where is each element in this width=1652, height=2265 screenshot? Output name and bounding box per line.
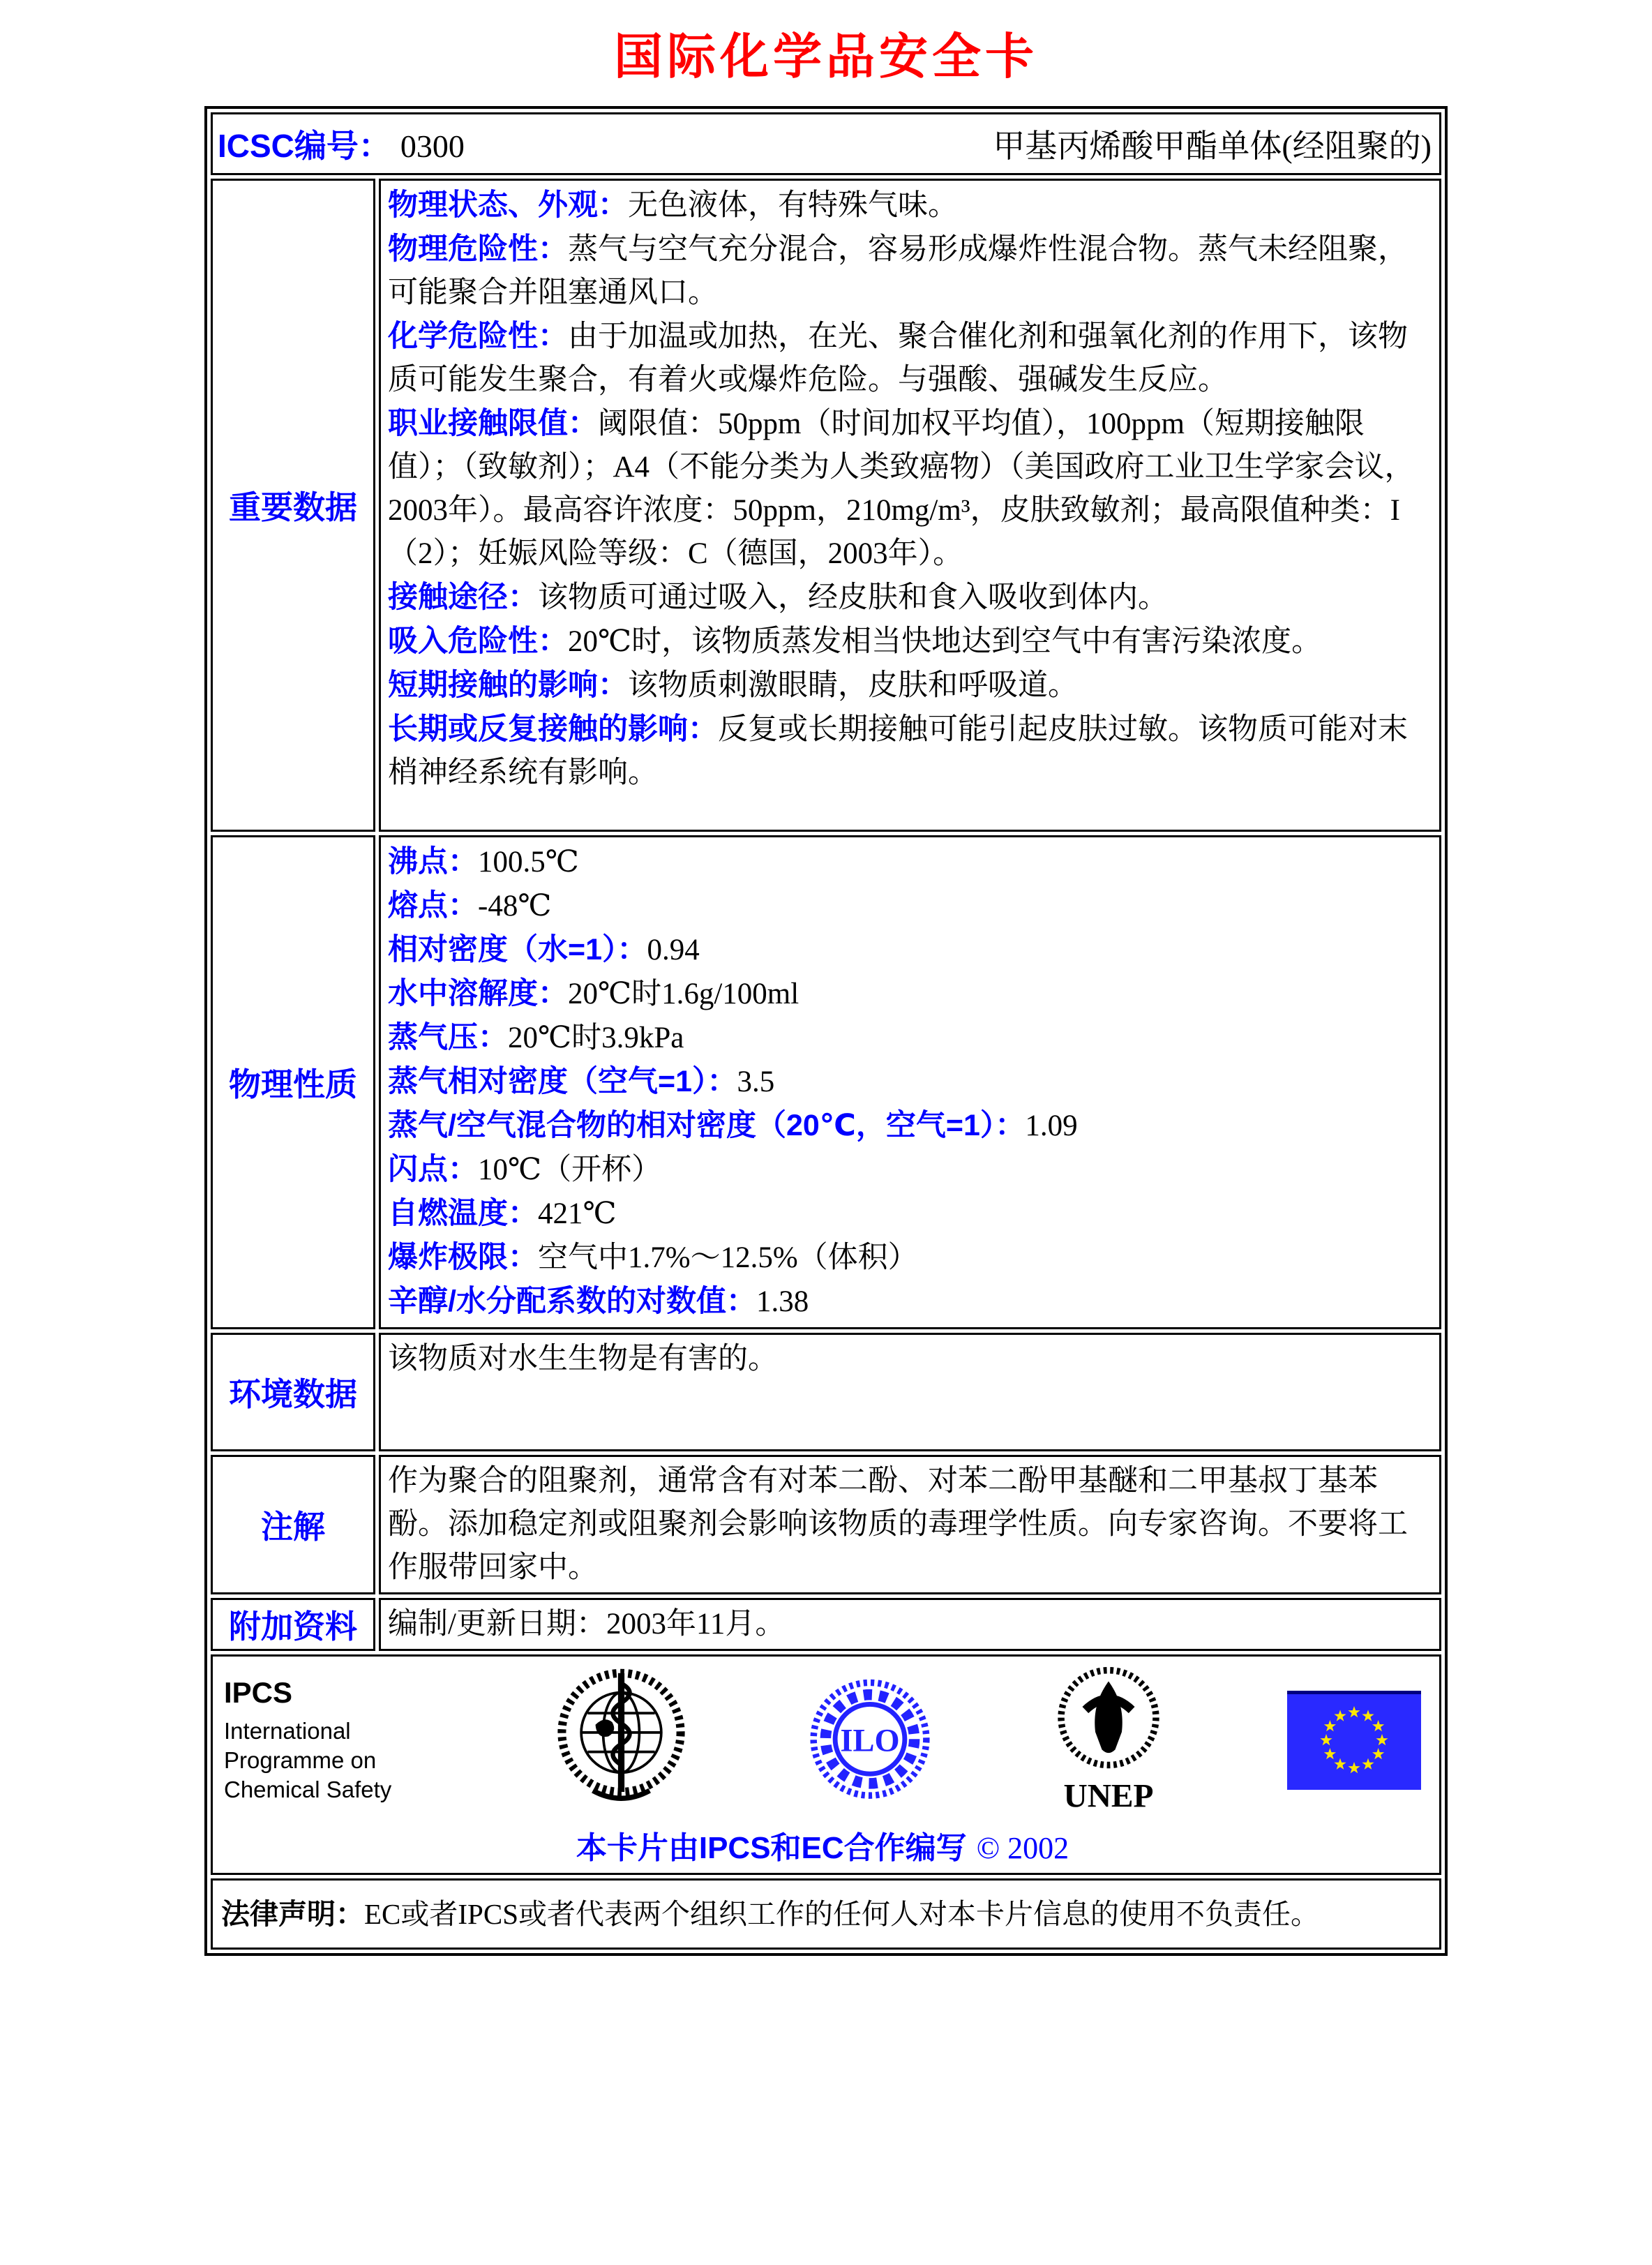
item-text: 空气中1.7%～12.5%（体积） bbox=[538, 1241, 918, 1274]
legal-notice-text: EC或者IPCS或者代表两个组织工作的任何人对本卡片信息的使用不负责任。 bbox=[364, 1898, 1319, 1930]
ipcs-line: Chemical Safety bbox=[224, 1777, 392, 1802]
additional-info-text: 编制/更新日期：2003年11月。 bbox=[388, 1608, 786, 1640]
who-logo-icon bbox=[557, 1668, 686, 1813]
property-row-vapor-density bbox=[388, 1060, 1431, 1104]
item-label: 蒸气压： bbox=[388, 1021, 508, 1054]
section-label-physical-properties: 物理性质 bbox=[211, 835, 375, 1329]
section-label-additional-info: 附加资料 bbox=[211, 1598, 375, 1651]
item-label: 职业接触限值： bbox=[388, 407, 598, 440]
item-text: 3.5 bbox=[737, 1066, 775, 1098]
item-label: 吸入危险性： bbox=[388, 625, 568, 658]
item-label: 辛醇/水分配系数的对数值： bbox=[388, 1285, 756, 1318]
item-text: 阈限值：50ppm（时间加权平均值），100ppm（短期接触限值）；（致敏剂）；A4（不能分类为人类致癌物）（美国政府工业卫生学家会议，2003年）。最高容许浓度：50ppm，210mg/m³，皮肤致敏剂；最高限值种类：I（2）；妊娠风险等级：C（德国，2003年）。 bbox=[388, 408, 1415, 570]
ipcs-line: International bbox=[224, 1718, 351, 1744]
section-content-environmental-data bbox=[379, 1333, 1441, 1451]
environmental-data-text: 该物质对水生生物是有害的。 bbox=[388, 1343, 778, 1375]
item-label: 自燃温度： bbox=[388, 1197, 538, 1230]
item-text: 1.09 bbox=[1025, 1109, 1078, 1142]
item-label: 长期或反复接触的影响： bbox=[388, 712, 718, 746]
data-item-physical-hazard bbox=[388, 227, 1431, 315]
item-label: 水中溶解度： bbox=[388, 977, 568, 1010]
property-row-relative-density bbox=[388, 928, 1431, 972]
icsc-number-label: ICSC编号： bbox=[218, 128, 391, 164]
item-label: 接触途径： bbox=[388, 581, 538, 614]
data-item-short-term-effects bbox=[388, 664, 1431, 708]
item-text: 反复或长期接触可能引起皮肤过敏。该物质可能对末梢神经系统有影响。 bbox=[388, 713, 1408, 789]
item-text: 20℃时，该物质蒸发相当快地达到空气中有害污染浓度。 bbox=[568, 625, 1322, 658]
item-label: 蒸气/空气混合物的相对密度（20℃，空气=1）： bbox=[388, 1109, 1026, 1142]
ipcs-line: Programme on bbox=[224, 1747, 377, 1773]
section-content-important-data bbox=[379, 179, 1441, 832]
item-label: 蒸气相对密度（空气=1）： bbox=[388, 1065, 737, 1098]
item-label: 相对密度（水=1）： bbox=[388, 933, 647, 966]
item-label: 沸点： bbox=[388, 845, 478, 879]
ilo-logo-text: ILO bbox=[839, 1723, 900, 1759]
section-content-physical-properties bbox=[379, 835, 1441, 1329]
card-header bbox=[213, 115, 1439, 172]
item-label: 物理状态、外观： bbox=[388, 188, 628, 222]
data-item-occupational-limits bbox=[388, 402, 1431, 576]
item-label: 熔点： bbox=[388, 889, 478, 922]
section-label-notes: 注解 bbox=[211, 1455, 375, 1594]
card-header-cell bbox=[211, 112, 1441, 175]
section-label-important-data: 重要数据 bbox=[211, 179, 375, 832]
item-text: 该物质刺激眼睛，皮肤和呼吸道。 bbox=[628, 669, 1078, 702]
item-text: 10℃（开杯） bbox=[478, 1153, 662, 1186]
item-text: 20℃时1.6g/100ml bbox=[568, 978, 799, 1010]
item-text: 该物质可通过吸入，经皮肤和食入吸收到体内。 bbox=[538, 581, 1168, 614]
property-row-melting-point bbox=[388, 884, 1431, 928]
property-row-partition-coefficient bbox=[388, 1280, 1431, 1324]
ilo-logo-icon bbox=[810, 1675, 930, 1806]
icsc-number-group bbox=[218, 121, 465, 167]
item-label: 物理危险性： bbox=[388, 232, 568, 266]
footer-caption bbox=[224, 1823, 1421, 1867]
data-item-exposure-routes bbox=[388, 576, 1431, 620]
section-content-additional-info bbox=[379, 1598, 1441, 1651]
logos-row bbox=[224, 1666, 1421, 1814]
legal-notice-label: 法律声明： bbox=[221, 1898, 364, 1930]
property-row-boiling-point bbox=[388, 840, 1431, 884]
unep-logo-text: UNEP bbox=[1063, 1778, 1154, 1815]
item-text: 蒸气与空气充分混合，容易形成爆炸性混合物。蒸气未经阻聚，可能聚合并阻塞通风口。 bbox=[388, 233, 1408, 309]
notes-text: 作为聚合的阻聚剂，通常含有对苯二酚、对苯二酚甲基醚和二甲基叔丁基苯酚。添加稳定剂或阻聚剂会影响该物质的毒理学性质。向专家咨询。不要将工作服带回家中。 bbox=[388, 1465, 1408, 1584]
property-row-vapor-air-mixture-density bbox=[388, 1104, 1431, 1148]
item-label: 闪点： bbox=[388, 1153, 478, 1186]
property-row-autoignition-temp bbox=[388, 1192, 1431, 1236]
property-row-explosive-limits bbox=[388, 1236, 1431, 1280]
item-text: 0.94 bbox=[647, 934, 700, 966]
item-label: 短期接触的影响： bbox=[388, 668, 628, 702]
property-row-flash-point bbox=[388, 1148, 1431, 1192]
item-text: -48℃ bbox=[478, 890, 552, 922]
data-item-inhalation-risk bbox=[388, 620, 1431, 664]
item-text: 无色液体，有特殊气味。 bbox=[628, 189, 958, 222]
eu-flag-icon bbox=[1287, 1691, 1421, 1790]
item-text: 由于加温或加热，在光、聚合催化剂和强氧化剂的作用下，该物质可能发生聚合，有着火或爆炸危险。与强酸、强碱发生反应。 bbox=[388, 320, 1408, 396]
footer-cell bbox=[211, 1654, 1441, 1875]
icsc-card-table bbox=[204, 106, 1448, 1956]
icsc-number-value: 0300 bbox=[400, 128, 465, 164]
ipcs-title: IPCS bbox=[224, 1676, 293, 1709]
item-text: 100.5℃ bbox=[478, 846, 579, 879]
ipcs-block bbox=[224, 1676, 433, 1804]
item-text: 20℃时3.9kPa bbox=[508, 1022, 684, 1054]
section-label-environmental-data: 环境数据 bbox=[211, 1333, 375, 1451]
legal-notice-cell bbox=[211, 1878, 1441, 1950]
item-label: 爆炸极限： bbox=[388, 1241, 538, 1274]
copyright-text: © 2002 bbox=[976, 1831, 1069, 1865]
page-title: 国际化学品安全卡 bbox=[614, 29, 1038, 84]
data-item-long-term-effects bbox=[388, 708, 1431, 795]
caption-text: 本卡片由IPCS和EC合作编写 bbox=[576, 1831, 967, 1865]
data-item-physical-state bbox=[388, 184, 1431, 227]
property-row-water-solubility bbox=[388, 972, 1431, 1016]
item-text: 421℃ bbox=[538, 1197, 617, 1230]
section-content-notes bbox=[379, 1455, 1441, 1594]
chemical-name: 甲基丙烯酸甲酯单体(经阻聚的) bbox=[993, 128, 1432, 164]
data-item-chemical-hazard bbox=[388, 315, 1431, 402]
unep-logo-icon bbox=[1053, 1666, 1164, 1815]
property-row-vapor-pressure bbox=[388, 1016, 1431, 1060]
item-label: 化学危险性： bbox=[388, 320, 568, 353]
item-text: 1.38 bbox=[756, 1285, 809, 1318]
